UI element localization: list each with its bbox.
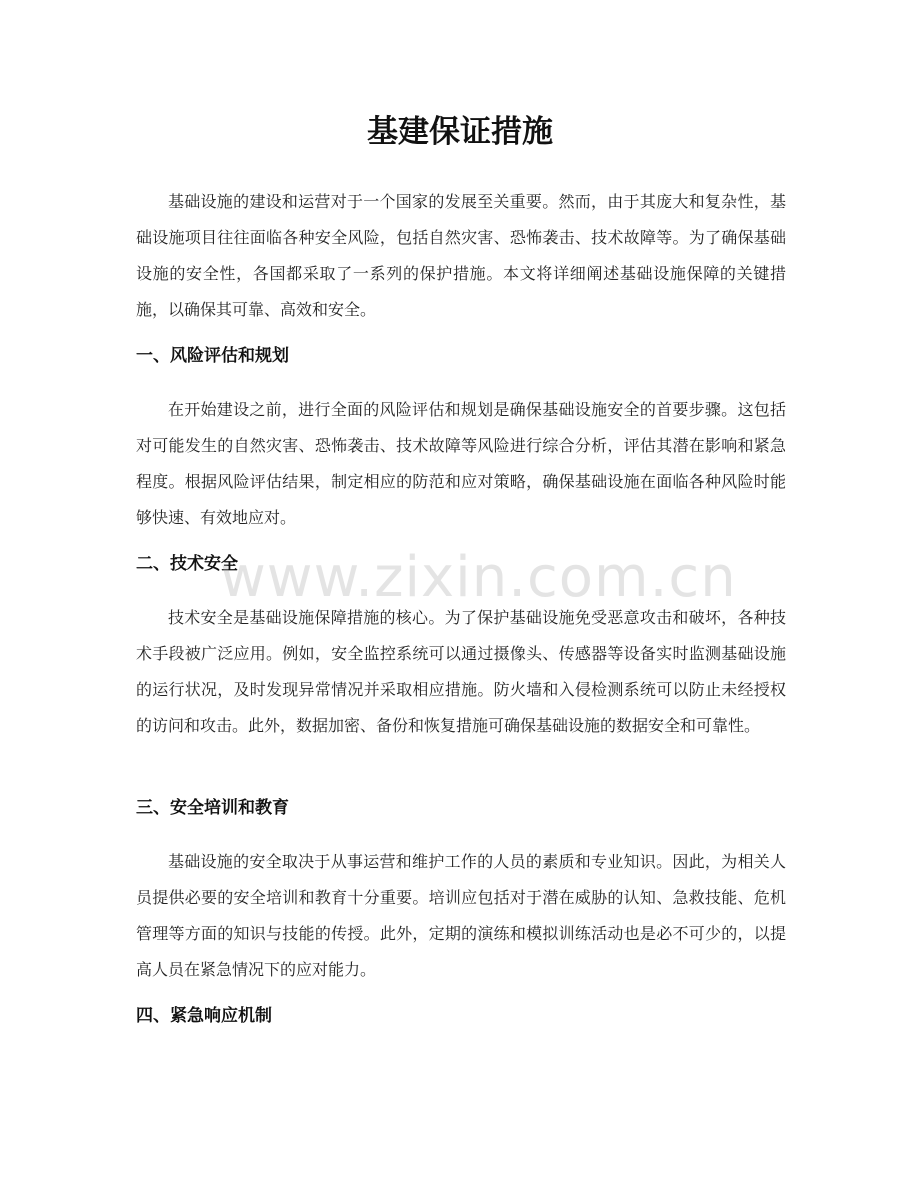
section-heading-risk-assessment: 一、风险评估和规划: [136, 346, 289, 366]
intro-paragraph: 基础设施的建设和运营对于一个国家的发展至关重要。然而，由于其庞大和复杂性，基础设施项目往往面临各种安全风险，包括自然灾害、恐怖袭击、技术故障等。为了确保基础设施的安全性，各国都采取了一系列的保护措施。本文将详细阐述基础设施保障的关键措施，以确保其可靠、高效和安全。: [136, 192, 786, 319]
watermark: www.zixin.com.cn: [220, 545, 737, 610]
section-heading-technical-security: 二、技术安全: [136, 554, 238, 574]
section-heading-emergency-response: 四、紧急响应机制: [136, 1006, 272, 1026]
document-title: 基建保证措施: [367, 114, 553, 150]
section-body-safety-training: 基础设施的安全取决于从事运营和维护工作的人员的素质和专业知识。因此，为相关人员提供必要的安全培训和教育十分重要。培训应包括对于潜在威胁的认知、急救技能、危机管理等方面的知识与技能的传授。此外，定期的演练和模拟训练活动也是必不可少的，以提高人员在紧急情况下的应对能力。: [136, 852, 786, 979]
section-body-risk-assessment: 在开始建设之前，进行全面的风险评估和规划是确保基础设施安全的首要步骤。这包括对可能发生的自然灾害、恐怖袭击、技术故障等风险进行综合分析，评估其潜在影响和紧急程度。根据风险评估结果，制定相应的防范和应对策略，确保基础设施在面临各种风险时能够快速、有效地应对。: [136, 400, 786, 527]
section-heading-safety-training: 三、安全培训和教育: [136, 798, 289, 818]
section-body-technical-security: 技术安全是基础设施保障措施的核心。为了保护基础设施免受恶意攻击和破坏，各种技术手段被广泛应用。例如，安全监控系统可以通过摄像头、传感器等设备实时监测基础设施的运行状况，及时发现异常情况并采取相应措施。防火墙和入侵检测系统可以防止未经授权的访问和攻击。此外，数据加密、备份和恢复措施可确保基础设施的数据安全和可靠性。: [136, 608, 786, 735]
